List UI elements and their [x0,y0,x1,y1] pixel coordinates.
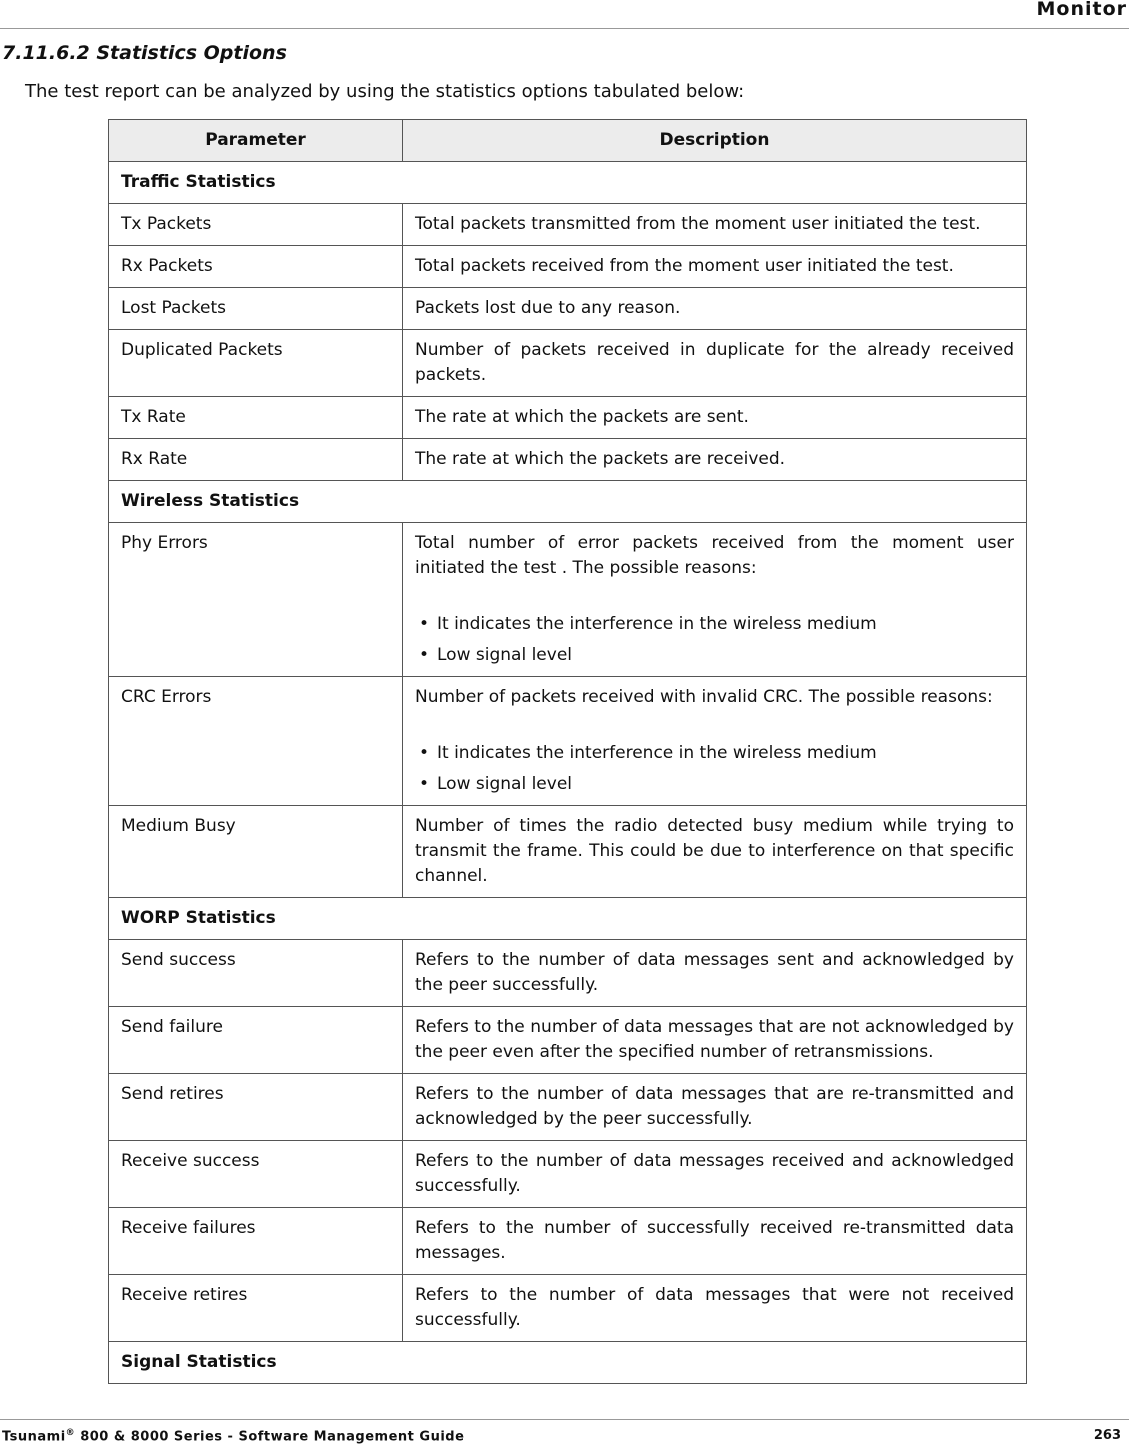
table-row [109,1007,1027,1074]
description-text: Refers to the number of data messages sent and acknowledged by the peer successfully. [415,950,1014,995]
column-header-parameter: Parameter [109,120,403,162]
description-text: Refers to the number of data messages that were not received successfully. [415,1285,1014,1330]
footer-guide: 800 & 8000 Series - Software Management Guide [75,1429,465,1445]
list-item: • It indicates the interference in the wireless medium [415,612,1014,637]
statistics-table [108,119,1027,1384]
description-cell [403,677,1027,806]
parameter-cell: Receive failures [109,1208,403,1275]
group-title: Signal Statistics [109,1342,1027,1384]
table-row [109,439,1027,481]
parameter-cell: Tx Rate [109,397,403,439]
table-row [109,1208,1027,1275]
footer-product: Tsunami [2,1429,66,1445]
description-cell [403,1275,1027,1342]
page-number: 263 [1093,1428,1121,1443]
description-text: The rate at which the packets are sent. [415,407,749,427]
table-row [109,1074,1027,1141]
description-text: Refers to the number of data messages received and acknowledged successfully. [415,1151,1014,1196]
table-header-row [109,120,1027,162]
table-row [109,397,1027,439]
table-row [109,1141,1027,1208]
footer-divider [0,1419,1129,1420]
header-divider [0,28,1129,29]
list-item: • Low signal level [415,643,1014,668]
running-header: Monitor [1036,0,1127,20]
intro-paragraph: The test report can be analyzed by using the statistics options tabulated below: [25,81,745,102]
registered-mark: ® [65,1428,76,1438]
description-cell [403,397,1027,439]
parameter-cell: Medium Busy [109,806,403,898]
group-row [109,898,1027,940]
footer-guide-title [2,1428,464,1444]
parameter-cell: Receive success [109,1141,403,1208]
table-row [109,940,1027,1007]
description-cell [403,1007,1027,1074]
group-title: Wireless Statistics [109,481,1027,523]
table-row [109,677,1027,806]
description-text: Number of times the radio detected busy medium while trying to transmit the frame. This could be due to interference on that specific channel. [415,816,1014,886]
table-row [109,204,1027,246]
description-text: Packets lost due to any reason. [415,298,681,318]
table-row [109,288,1027,330]
description-text: The rate at which the packets are received. [415,449,786,469]
table-row [109,523,1027,677]
description-cell [403,1141,1027,1208]
table-row [109,806,1027,898]
parameter-cell: Lost Packets [109,288,403,330]
parameter-cell: Rx Rate [109,439,403,481]
description-cell [403,1074,1027,1141]
description-text: Total number of error packets received from the moment user initiated the test . The possible reasons: [415,533,1014,578]
group-row [109,481,1027,523]
table-row [109,330,1027,397]
section-title: 7.11.6.2 Statistics Options [2,42,287,64]
description-cell [403,1208,1027,1275]
description-cell [403,439,1027,481]
parameter-cell: Tx Packets [109,204,403,246]
parameter-cell: Phy Errors [109,523,403,677]
parameter-cell: Receive retires [109,1275,403,1342]
description-text: Refers to the number of data messages that are re-transmitted and acknowledged by the peer successfully. [415,1084,1014,1129]
parameter-cell: Send retires [109,1074,403,1141]
parameter-cell: CRC Errors [109,677,403,806]
group-title: WORP Statistics [109,898,1027,940]
column-header-description: Description [403,120,1027,162]
description-cell [403,204,1027,246]
description-cell [403,806,1027,898]
description-text: Number of packets received with invalid CRC. The possible reasons: [415,687,993,707]
table-body [109,162,1027,1384]
group-title: Traffic Statistics [109,162,1027,204]
description-text: Refers to the number of successfully received re-transmitted data messages. [415,1218,1014,1263]
parameter-cell: Duplicated Packets [109,330,403,397]
description-text: Number of packets received in duplicate for the already received packets. [415,340,1014,385]
group-row [109,1342,1027,1384]
group-row [109,162,1027,204]
description-text: Total packets transmitted from the moment user initiated the test. [415,214,981,234]
list-item: • Low signal level [415,772,1014,797]
parameter-cell: Send failure [109,1007,403,1074]
description-cell [403,330,1027,397]
description-text: Total packets received from the moment user initiated the test. [415,256,954,276]
description-text: Refers to the number of data messages that are not acknowledged by the peer even after the specified number of retransmissions. [415,1017,1014,1062]
description-cell [403,523,1027,677]
list-item: • It indicates the interference in the wireless medium [415,741,1014,766]
description-cell [403,246,1027,288]
parameter-cell: Send success [109,940,403,1007]
parameter-cell: Rx Packets [109,246,403,288]
description-cell [403,288,1027,330]
spacer [415,581,1014,606]
table-row [109,1275,1027,1342]
table-row [109,246,1027,288]
reason-list [415,612,1014,668]
spacer [415,710,1014,735]
description-cell [403,940,1027,1007]
reason-list [415,741,1014,797]
